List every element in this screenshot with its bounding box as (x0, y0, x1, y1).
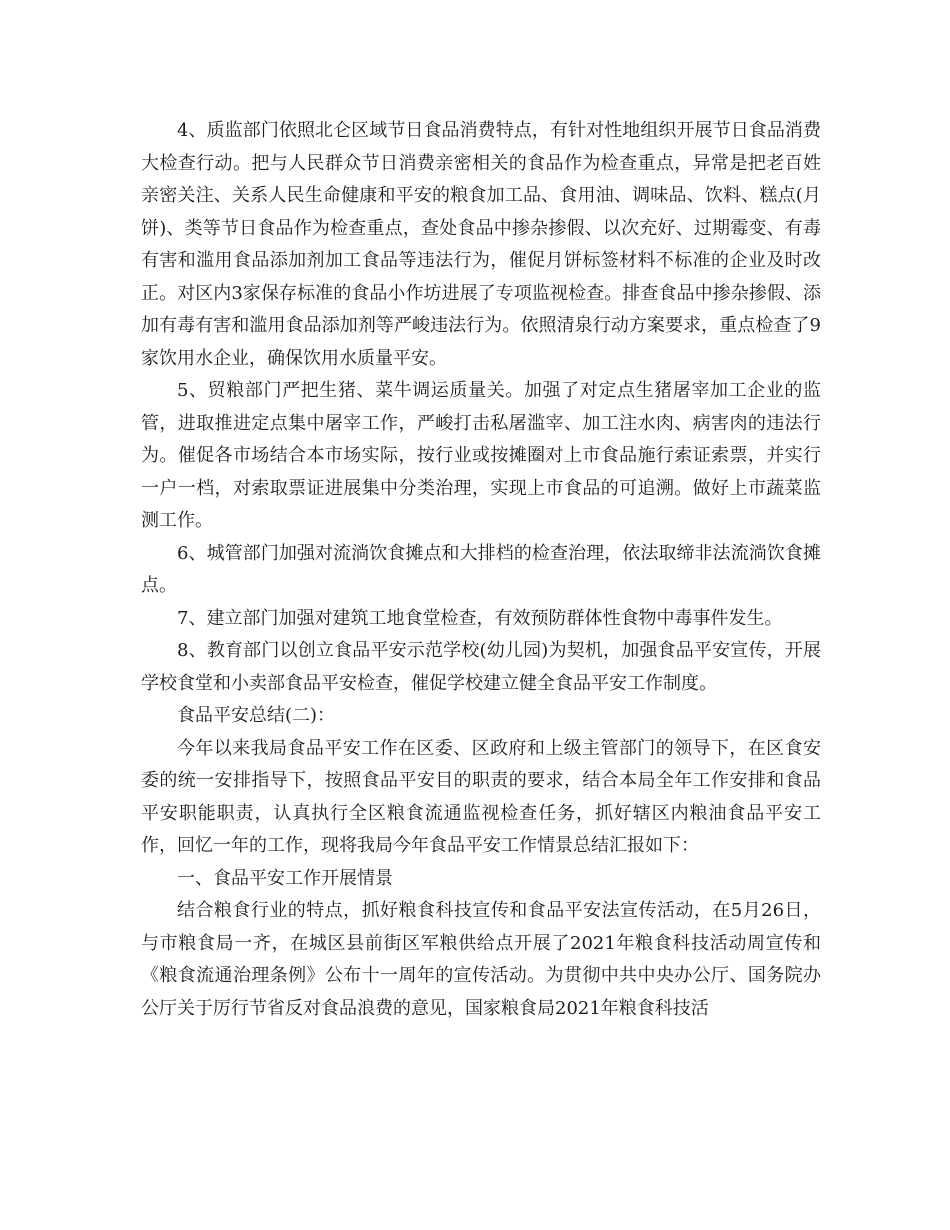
paragraph-construction: 7、建立部门加强对建筑工地食堂检查，有效预防群体性食物中毒事件发生。 (177, 607, 783, 629)
paragraph-summary-intro: 今年以来我局食品平安工作在区委、区政府和上级主管部门的领导下，在区食安委的统一安排指导下，按照食品平安目的职责的要求，结合本局全年工作安排和食品平安职能职责，认真执行全区粮食流通监视检查任务，抓好辖区内粮油食品平安工作，回忆一年的工作，现将我局今年食品平安工作情景总结汇报如下： (141, 737, 821, 856)
paragraph-trade-grain: 5、贸粮部门严把生猪、菜牛调运质量关。加强了对定点生猪屠宰加工企业的监管，进取推进定点集中屠宰工作，严峻打击私屠滥宰、加工注水肉、病害肉的违法行为。催促各市场结合本市场实际，按行业或按摊圈对上市食品施行索证索票，并实行一户一档，对索取票证进展集中分类治理，实现上市食品的可追溯。做好上市蔬菜监测工作。 (141, 380, 821, 531)
paragraph-education: 8、教育部门以创立食品平安示范学校(幼儿园)为契机，加强食品平安宣传，开展学校食堂和小卖部食品平安检查，催促学校建立健全食品平安工作制度。 (141, 640, 821, 694)
section-heading-summary-two: 食品平安总结(二)： (177, 705, 336, 726)
paragraph-publicity-activities: 结合粮食行业的特点，抓好粮食科技宣传和食品平安法宣传活动，在5月26日，与市粮食局一齐，在城区县前街区军粮供给点开展了2021年粮食科技活动周宣传和《粮食流通治理条例》公布十一周年的宣传活动。为贯彻中共中央办公厅、国务院办公厅关于厉行节省反对食品浪费的意见，国家粮食局2021年粮食科技活 (141, 900, 821, 1019)
section-heading-work-situation: 一、食品平安工作开展情景 (177, 867, 393, 889)
paragraph-urban-management: 6、城管部门加强对流淌饮食摊点和大排档的检查治理，依法取缔非法流淌饮食摊点。 (141, 542, 821, 596)
paragraph-quality-supervision: 4、质监部门依照北仑区域节日食品消费特点，有针对性地组织开展节日食品消费大检查行动。把与人民群众节日消费亲密相关的食品作为检查重点，异常是把老百姓亲密关注、关系人民生命健康和平安的粮食加工品、食用油、调味品、饮料、糕点(月饼)、类等节日食品作为检查重点，查处食品中掺杂掺假、以次充好、过期霉变、有毒有害和滥用食品添加剂加工食品等违法行为，催促月饼标签材料不标准的企业及时改正。对区内3家保存标准的食品小作坊进展了专项监视检查。排查食品中掺杂掺假、添加有毒有害和滥用食品添加剂等严峻违法行为。依照清泉行动方案要求，重点检查了9家饮用水企业，确保饮用水质量平安。 (141, 120, 821, 369)
document-body (141, 115, 821, 1025)
